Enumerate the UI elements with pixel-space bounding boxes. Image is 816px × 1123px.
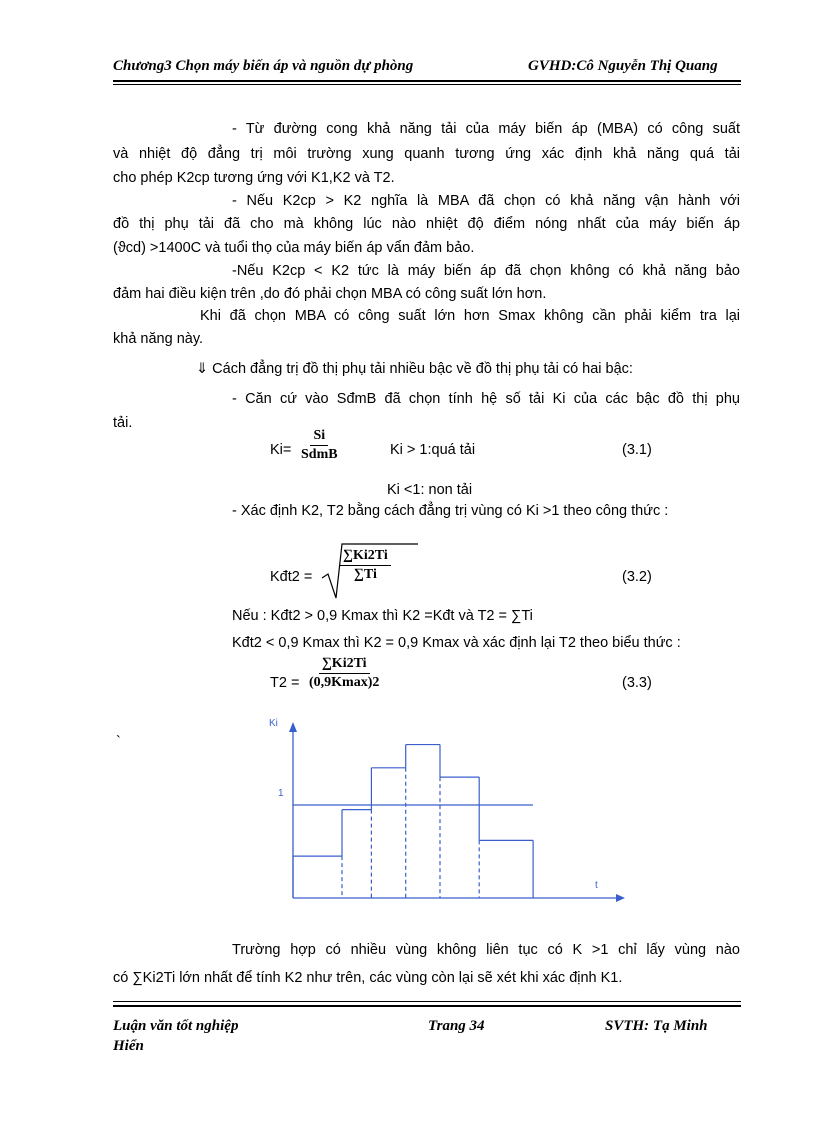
eq2-fraction: [340, 548, 391, 583]
eq1-denominator: SdmB: [301, 447, 338, 462]
footer-rule-thin: [113, 1001, 741, 1002]
eq3-numerator: ∑Ki2Ti: [319, 656, 370, 674]
footer-page-number: Trang 34: [428, 1018, 485, 1034]
p5-line1: - Căn cứ vào SđmB đã chọn tính hệ số tải Ki của các bậc đồ thị phụ: [232, 391, 740, 407]
eq1-condition-underload: Ki <1: non tải: [387, 482, 473, 498]
chart-reference-label: 1: [278, 788, 284, 799]
eq2-number: (3.2): [622, 569, 652, 585]
chart-x-axis-arrow: [616, 894, 625, 902]
header-right: GVHD:Cô Nguyễn Thị Quang: [528, 58, 718, 74]
header-rule: [113, 80, 741, 82]
p2-line2: đồ thị phụ tải đã cho mà không lúc nào nhiệt độ điểm nóng nhất của máy biến áp: [113, 216, 740, 232]
footer-left-line2: Hiển: [113, 1038, 144, 1054]
footer-right: SVTH: Tạ Minh: [605, 1018, 708, 1034]
p1-line3: cho phép K2cp tương ứng với K1,K2 và T2.: [113, 170, 395, 186]
section-heading: ⇓ Cách đẳng trị đồ thị phụ tải nhiều bậc về đồ thị phụ tải có hai bậc:: [196, 361, 633, 377]
header-rule-thin: [113, 84, 741, 85]
p9-line1: Trường hợp có nhiều vùng không liên tục có K >1 chỉ lấy vùng nào: [232, 942, 740, 958]
footer-left-line1: Luận văn tốt nghiệp: [113, 1018, 239, 1034]
eq1-condition-overload: Ki > 1:quá tải: [390, 442, 476, 458]
p8: Kđt2 < 0,9 Kmax thì K2 = 0,9 Kmax và xác định lại T2 theo biểu thức :: [232, 635, 681, 651]
eq3-fraction: [306, 656, 382, 691]
p9-line2: có ∑Ki2Ti lớn nhất để tính K2 như trên, các vùng còn lại sẽ xét khi xác định K1.: [113, 970, 623, 986]
chart-y-axis-arrow: [289, 722, 297, 732]
p1-line1: - Từ đường cong khả năng tải của máy biến áp (MBA) có công suất: [232, 121, 740, 137]
chart-xlabel: t: [595, 880, 598, 891]
p1-line2: và nhiệt độ đẳng trị môi trường xung quanh tương ứng xác định khả năng quá tải: [113, 146, 740, 162]
p7: Nếu : Kđt2 > 0,9 Kmax thì K2 =Kđt và T2 = ∑Ti: [232, 608, 533, 624]
eq2-denominator: ∑Ti: [353, 567, 377, 582]
p4-line2: khả năng này.: [113, 331, 204, 347]
header-left: Chương3 Chọn máy biến áp và nguồn dự phòng: [113, 58, 414, 74]
eq1-lhs: Ki=: [270, 442, 292, 458]
p5-line2: tải.: [113, 415, 133, 431]
eq3-lhs: T2 =: [270, 675, 300, 691]
stray-mark: `: [116, 734, 121, 750]
eq3-number: (3.3): [622, 675, 652, 691]
eq1-numerator: Si: [310, 428, 328, 446]
p3-line2: đảm hai điều kiện trên ,do đó phải chọn MBA có công suất lớn hơn.: [113, 286, 547, 302]
eq1-fraction: [298, 428, 341, 463]
eq2-numerator: ∑Ki2Ti: [340, 548, 391, 566]
load-graph-chart: [255, 712, 645, 912]
chart-ylabel: Ki: [269, 718, 278, 729]
p6: - Xác định K2, T2 bằng cách đẳng trị vùng có Ki >1 theo công thức :: [232, 503, 669, 519]
footer-rule: [113, 1005, 741, 1007]
p2-line3: (ϑcd) >1400C và tuổi thọ của máy biến áp vẩn đảm bảo.: [113, 240, 475, 256]
eq2-lhs: Kđt2 =: [270, 569, 313, 585]
eq1-number: (3.1): [622, 442, 652, 458]
p4-line1: Khi đã chọn MBA có công suất lớn hơn Smax không cần phải kiểm tra lại: [200, 308, 740, 324]
p3-line1: -Nếu K2cp < K2 tức là máy biến áp đã chọn không có khả năng bảo: [232, 263, 740, 279]
eq3-denominator: (0,9Kmax)2: [309, 675, 380, 690]
p2-line1: - Nếu K2cp > K2 nghĩa là MBA đã chọn có khả năng vận hành với: [232, 193, 740, 209]
